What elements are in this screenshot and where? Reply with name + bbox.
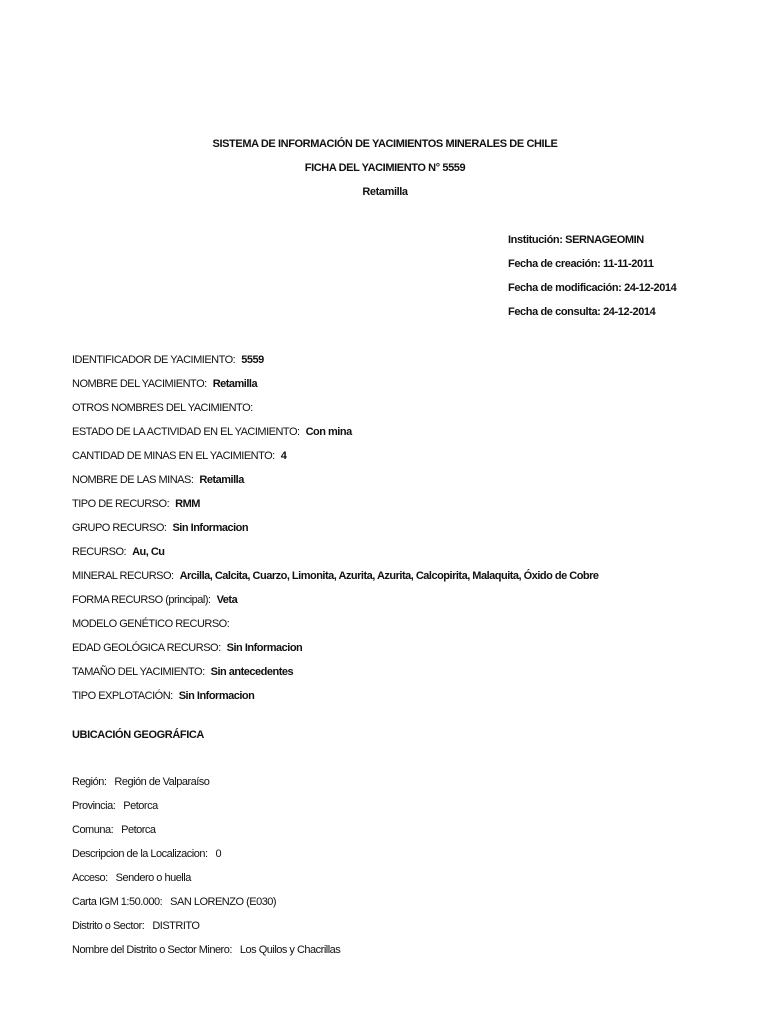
field-value: RMM (175, 498, 200, 510)
deposit-fields (72, 352, 752, 712)
field-activity-status (72, 424, 752, 448)
field-label: GRUPO RECURSO: (72, 522, 167, 534)
field-value: Au, Cu (132, 546, 165, 558)
field-value: Sin antecedentes (210, 666, 294, 678)
field-label: NOMBRE DE LAS MINAS: (72, 474, 194, 486)
field-label: RECURSO: (72, 546, 127, 558)
field-resource (72, 544, 752, 568)
geographic-location-fields (72, 774, 752, 966)
field-label: MODELO GENÉTICO RECURSO: (72, 618, 230, 630)
field-genetic-model (72, 616, 752, 640)
record-metadata (508, 232, 758, 328)
field-value: Retamilla (212, 378, 258, 390)
field-value: Veta (216, 594, 238, 606)
field-label: MINERAL RECURSO: (72, 570, 174, 582)
geo-label: Nombre del Distrito o Sector Minero: (72, 944, 232, 956)
field-exploitation-type (72, 688, 752, 712)
geo-value: DISTRITO (152, 920, 200, 932)
field-label: NOMBRE DEL YACIMIENTO: (72, 378, 207, 390)
consultation-date: Fecha de consulta: 24-12-2014 (508, 306, 656, 318)
geo-district (72, 918, 752, 942)
field-other-names (72, 400, 752, 424)
geo-value: 0 (215, 848, 222, 860)
field-deposit-name (72, 376, 752, 400)
geo-region (72, 774, 752, 798)
geo-value: Petorca (121, 824, 156, 836)
field-label: ESTADO DE LA ACTIVIDAD EN EL YACIMIENTO: (72, 426, 300, 438)
field-deposit-size (72, 664, 752, 688)
geo-access (72, 870, 752, 894)
geo-label: Comuna: (72, 824, 114, 836)
geo-value: Petorca (123, 800, 158, 812)
creation-date: Fecha de creación: 11-11-2011 (508, 258, 654, 270)
field-value: Con mina (305, 426, 352, 438)
document-title-block (0, 136, 770, 208)
field-deposit-id (72, 352, 752, 376)
field-resource-form (72, 592, 752, 616)
geo-label: Descripcion de la Localizacion: (72, 848, 208, 860)
system-title: SISTEMA DE INFORMACIÓN DE YACIMIENTOS MINERALES DE CHILE (212, 138, 558, 150)
geo-label: Carta IGM 1:50.000: (72, 896, 163, 908)
geo-value: Región de Valparaíso (114, 776, 210, 788)
field-value: Sin Informacion (178, 690, 255, 702)
geo-value: Los Quilos y Chacrillas (239, 944, 341, 956)
geo-value: Sendero o huella (115, 872, 191, 884)
field-mineral-resource (72, 568, 752, 592)
field-label: CANTIDAD DE MINAS EN EL YACIMIENTO: (72, 450, 275, 462)
geo-label: Distrito o Sector: (72, 920, 145, 932)
field-label: TIPO EXPLOTACIÓN: (72, 690, 173, 702)
geo-igm-map (72, 894, 752, 918)
geo-label: Acceso: (72, 872, 108, 884)
field-mine-names (72, 472, 752, 496)
field-label: EDAD GEOLÓGICA RECURSO: (72, 642, 221, 654)
record-title: FICHA DEL YACIMIENTO N° 5559 (304, 162, 466, 174)
geo-label: Región: (72, 776, 107, 788)
field-resource-type (72, 496, 752, 520)
field-geologic-age (72, 640, 752, 664)
modification-date: Fecha de modificación: 24-12-2014 (508, 282, 677, 294)
geo-value: SAN LORENZO (E030) (170, 896, 277, 908)
geographic-location-heading: UBICACIÓN GEOGRÁFICA (72, 729, 204, 741)
field-value: 4 (280, 450, 287, 462)
geo-location-description (72, 846, 752, 870)
field-value: Sin Informacion (172, 522, 249, 534)
geo-province (72, 798, 752, 822)
institution: Institución: SERNAGEOMIN (508, 234, 644, 246)
field-label: OTROS NOMBRES DEL YACIMIENTO: (72, 402, 253, 414)
field-label: TIPO DE RECURSO: (72, 498, 170, 510)
field-value: Sin Informacion (226, 642, 303, 654)
field-resource-group (72, 520, 752, 544)
field-value: Retamilla (199, 474, 244, 486)
geo-district-name (72, 942, 752, 966)
deposit-name-title: Retamilla (362, 186, 408, 198)
geo-label: Provincia: (72, 800, 116, 812)
field-label: FORMA RECURSO (principal): (72, 594, 211, 606)
field-label: IDENTIFICADOR DE YACIMIENTO: (72, 354, 236, 366)
field-label: TAMAÑO DEL YACIMIENTO: (72, 666, 205, 678)
field-mine-count (72, 448, 752, 472)
field-value: 5559 (241, 354, 264, 366)
field-value: Arcilla, Calcita, Cuarzo, Limonita, Azurita, Azurita, Calcopirita, Malaquita, Óxido de Cobre (179, 570, 599, 582)
geo-commune (72, 822, 752, 846)
